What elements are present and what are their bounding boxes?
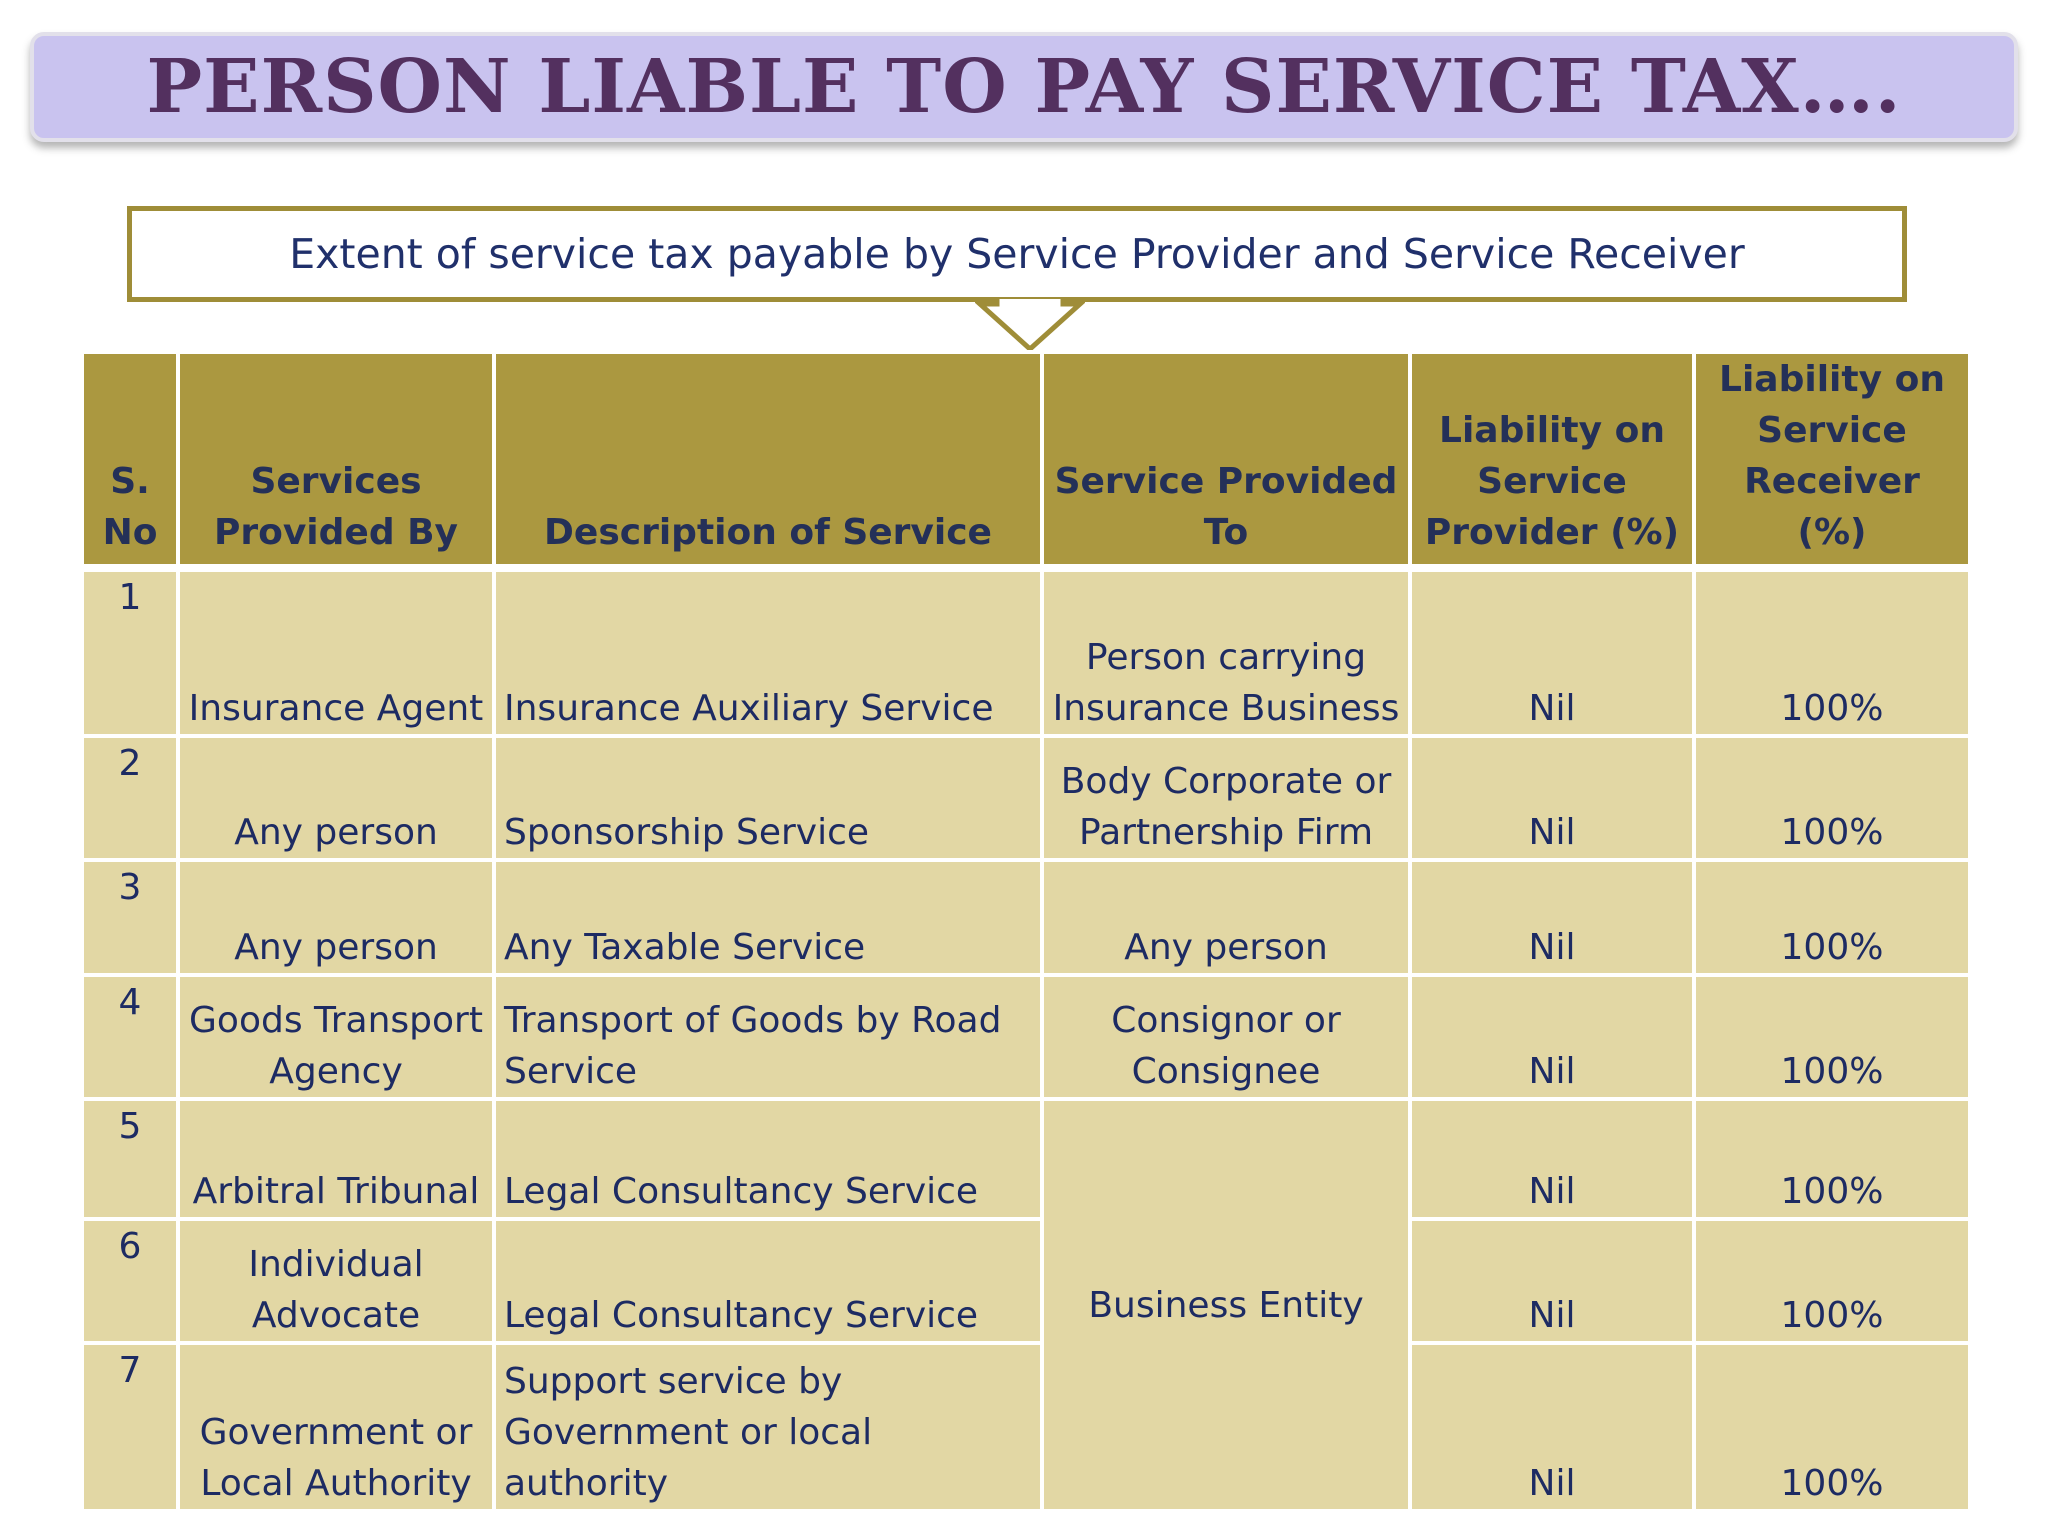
cell-receiver-liability: 100% <box>1694 1343 1970 1511</box>
cell-description: Legal Consultancy Service <box>494 1099 1042 1219</box>
cell-description: Transport of Goods by Road Service <box>494 975 1042 1099</box>
cell-provider-liability: Nil <box>1410 736 1694 860</box>
cell-provided-by: Any person <box>178 736 494 860</box>
header-provider-liability: Liability on Service Provider (%) <box>1410 352 1694 568</box>
header-description: Description of Service <box>494 352 1042 568</box>
cell-receiver-liability: 100% <box>1694 568 1970 736</box>
table-row <box>82 1219 1970 1343</box>
cell-description: Any Taxable Service <box>494 860 1042 975</box>
table-row <box>82 1343 1970 1511</box>
callout-box <box>127 206 1907 302</box>
cell-sno: 6 <box>82 1219 178 1343</box>
service-tax-table <box>80 350 1972 1513</box>
cell-receiver-liability: 100% <box>1694 860 1970 975</box>
cell-sno: 7 <box>82 1343 178 1511</box>
table-header-row <box>82 352 1970 568</box>
cell-sno: 3 <box>82 860 178 975</box>
table-row <box>82 975 1970 1099</box>
cell-receiver-liability: 100% <box>1694 1219 1970 1343</box>
cell-receiver-liability: 100% <box>1694 1099 1970 1219</box>
cell-provided-to: Any person <box>1042 860 1410 975</box>
cell-provider-liability: Nil <box>1410 860 1694 975</box>
cell-provided-by: Individual Advocate <box>178 1219 494 1343</box>
cell-sno: 4 <box>82 975 178 1099</box>
cell-provided-to-merged: Business Entity <box>1042 1099 1410 1511</box>
callout-arrow-icon <box>975 296 1085 354</box>
cell-receiver-liability: 100% <box>1694 975 1970 1099</box>
title-banner <box>30 32 2018 142</box>
cell-sno: 5 <box>82 1099 178 1219</box>
cell-provided-by: Government or Local Authority <box>178 1343 494 1511</box>
header-provided-by: Services Provided By <box>178 352 494 568</box>
cell-provided-by: Insurance Agent <box>178 568 494 736</box>
cell-provided-to: Person carrying Insurance Business <box>1042 568 1410 736</box>
cell-sno: 2 <box>82 736 178 860</box>
cell-description: Insurance Auxiliary Service <box>494 568 1042 736</box>
cell-provider-liability: Nil <box>1410 1219 1694 1343</box>
cell-provided-to: Consignor or Consignee <box>1042 975 1410 1099</box>
table-row <box>82 860 1970 975</box>
table-row <box>82 736 1970 860</box>
callout-text: Extent of service tax payable by Service Provider and Service Receiver <box>289 230 1745 278</box>
header-receiver-liability: Liability on Service Receiver (%) <box>1694 352 1970 568</box>
header-provided-to: Service Provided To <box>1042 352 1410 568</box>
cell-provider-liability: Nil <box>1410 975 1694 1099</box>
cell-description: Support service by Government or local authority <box>494 1343 1042 1511</box>
cell-receiver-liability: 100% <box>1694 736 1970 860</box>
cell-provided-by: Goods Transport Agency <box>178 975 494 1099</box>
page-title: PERSON LIABLE TO PAY SERVICE TAX…. <box>146 44 1902 130</box>
cell-provided-by: Any person <box>178 860 494 975</box>
cell-provided-by: Arbitral Tribunal <box>178 1099 494 1219</box>
table-row <box>82 568 1970 736</box>
cell-provided-to: Body Corporate or Partnership Firm <box>1042 736 1410 860</box>
cell-provider-liability: Nil <box>1410 568 1694 736</box>
cell-provider-liability: Nil <box>1410 1343 1694 1511</box>
cell-provider-liability: Nil <box>1410 1099 1694 1219</box>
cell-sno: 1 <box>82 568 178 736</box>
table-row <box>82 1099 1970 1219</box>
cell-description: Sponsorship Service <box>494 736 1042 860</box>
header-sno: S. No <box>82 352 178 568</box>
cell-description: Legal Consultancy Service <box>494 1219 1042 1343</box>
